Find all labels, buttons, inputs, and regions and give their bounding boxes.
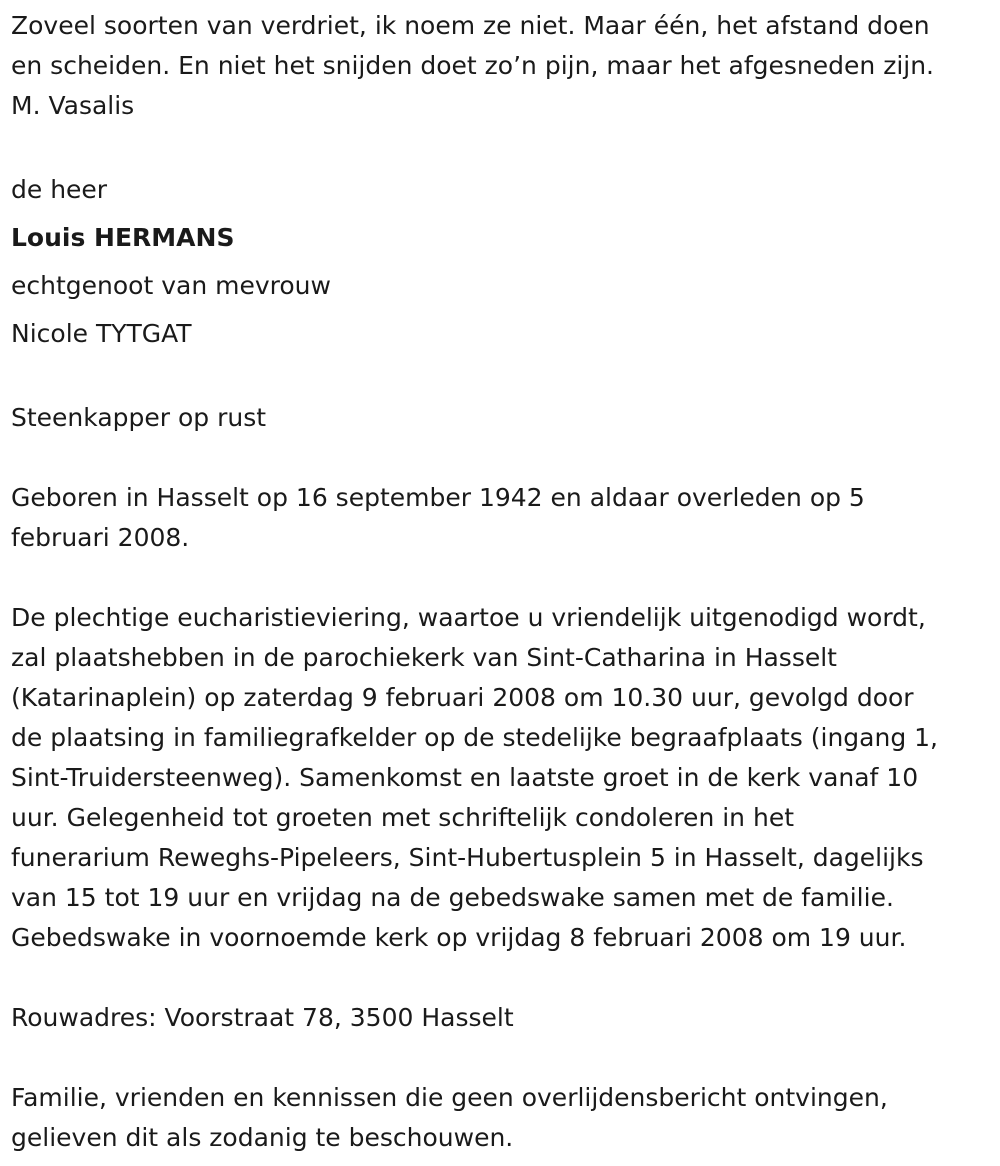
ceremony-line: (Katarinaplein) op zaterdag 9 februari 2008 om 10.30 uur, gevolgd door xyxy=(11,683,914,712)
spacer xyxy=(11,958,996,998)
deceased-title: de heer xyxy=(11,175,108,204)
spacer xyxy=(11,438,996,478)
quote-block xyxy=(11,6,996,126)
ceremony-block xyxy=(11,598,996,958)
closing-block xyxy=(11,1078,996,1158)
occupation: Steenkapper op rust xyxy=(11,403,267,432)
mourning-address: Rouwadres: Voorstraat 78, 3500 Hasselt xyxy=(11,1003,514,1032)
ceremony-line: van 15 tot 19 uur en vrijdag na de gebedswake samen met de familie. xyxy=(11,883,894,912)
birth-death-line: februari 2008. xyxy=(11,523,190,552)
quote-line: Zoveel soorten van verdriet, ik noem ze niet. Maar één, het afstand doen xyxy=(11,11,930,40)
quote-line: en scheiden. En niet het snijden doet zo’n pijn, maar het afgesneden zijn. xyxy=(11,51,934,80)
deceased-name: Louis HERMANS xyxy=(11,223,235,252)
ceremony-line: Gebedswake in voornoemde kerk op vrijdag 8 februari 2008 om 19 uur. xyxy=(11,923,907,952)
ceremony-line: De plechtige eucharistieviering, waartoe u vriendelijk uitgenodigd wordt, xyxy=(11,603,926,632)
birth-death-line: Geboren in Hasselt op 16 september 1942 en aldaar overleden op 5 xyxy=(11,483,865,512)
ceremony-line: funerarium Reweghs-Pipeleers, Sint-Hubertusplein 5 in Hasselt, dagelijks xyxy=(11,843,924,872)
ceremony-line: zal plaatshebben in de parochiekerk van Sint-Catharina in Hasselt xyxy=(11,643,837,672)
closing-line: Familie, vrienden en kennissen die geen overlijdensbericht ontvingen, xyxy=(11,1083,888,1112)
spouse-label: echtgenoot van mevrouw xyxy=(11,271,331,300)
spouse-name: Nicole TYTGAT xyxy=(11,319,192,348)
ceremony-line: de plaatsing in familiegrafkelder op de stedelijke begraafplaats (ingang 1, xyxy=(11,723,939,752)
closing-line: gelieven dit als zodanig te beschouwen. xyxy=(11,1123,514,1152)
obituary-document xyxy=(11,6,996,1158)
occupation-block xyxy=(11,398,996,438)
spacer xyxy=(11,126,996,166)
ceremony-line: uur. Gelegenheid tot groeten met schriftelijk condoleren in het xyxy=(11,803,794,832)
quote-author: M. Vasalis xyxy=(11,91,135,120)
spacer xyxy=(11,558,996,598)
spacer xyxy=(11,358,996,398)
birth-death-block xyxy=(11,478,996,558)
spacer xyxy=(11,1038,996,1078)
ceremony-line: Sint-Truidersteenweg). Samenkomst en laatste groet in de kerk vanaf 10 xyxy=(11,763,919,792)
deceased-block xyxy=(11,166,996,358)
address-block xyxy=(11,998,996,1038)
